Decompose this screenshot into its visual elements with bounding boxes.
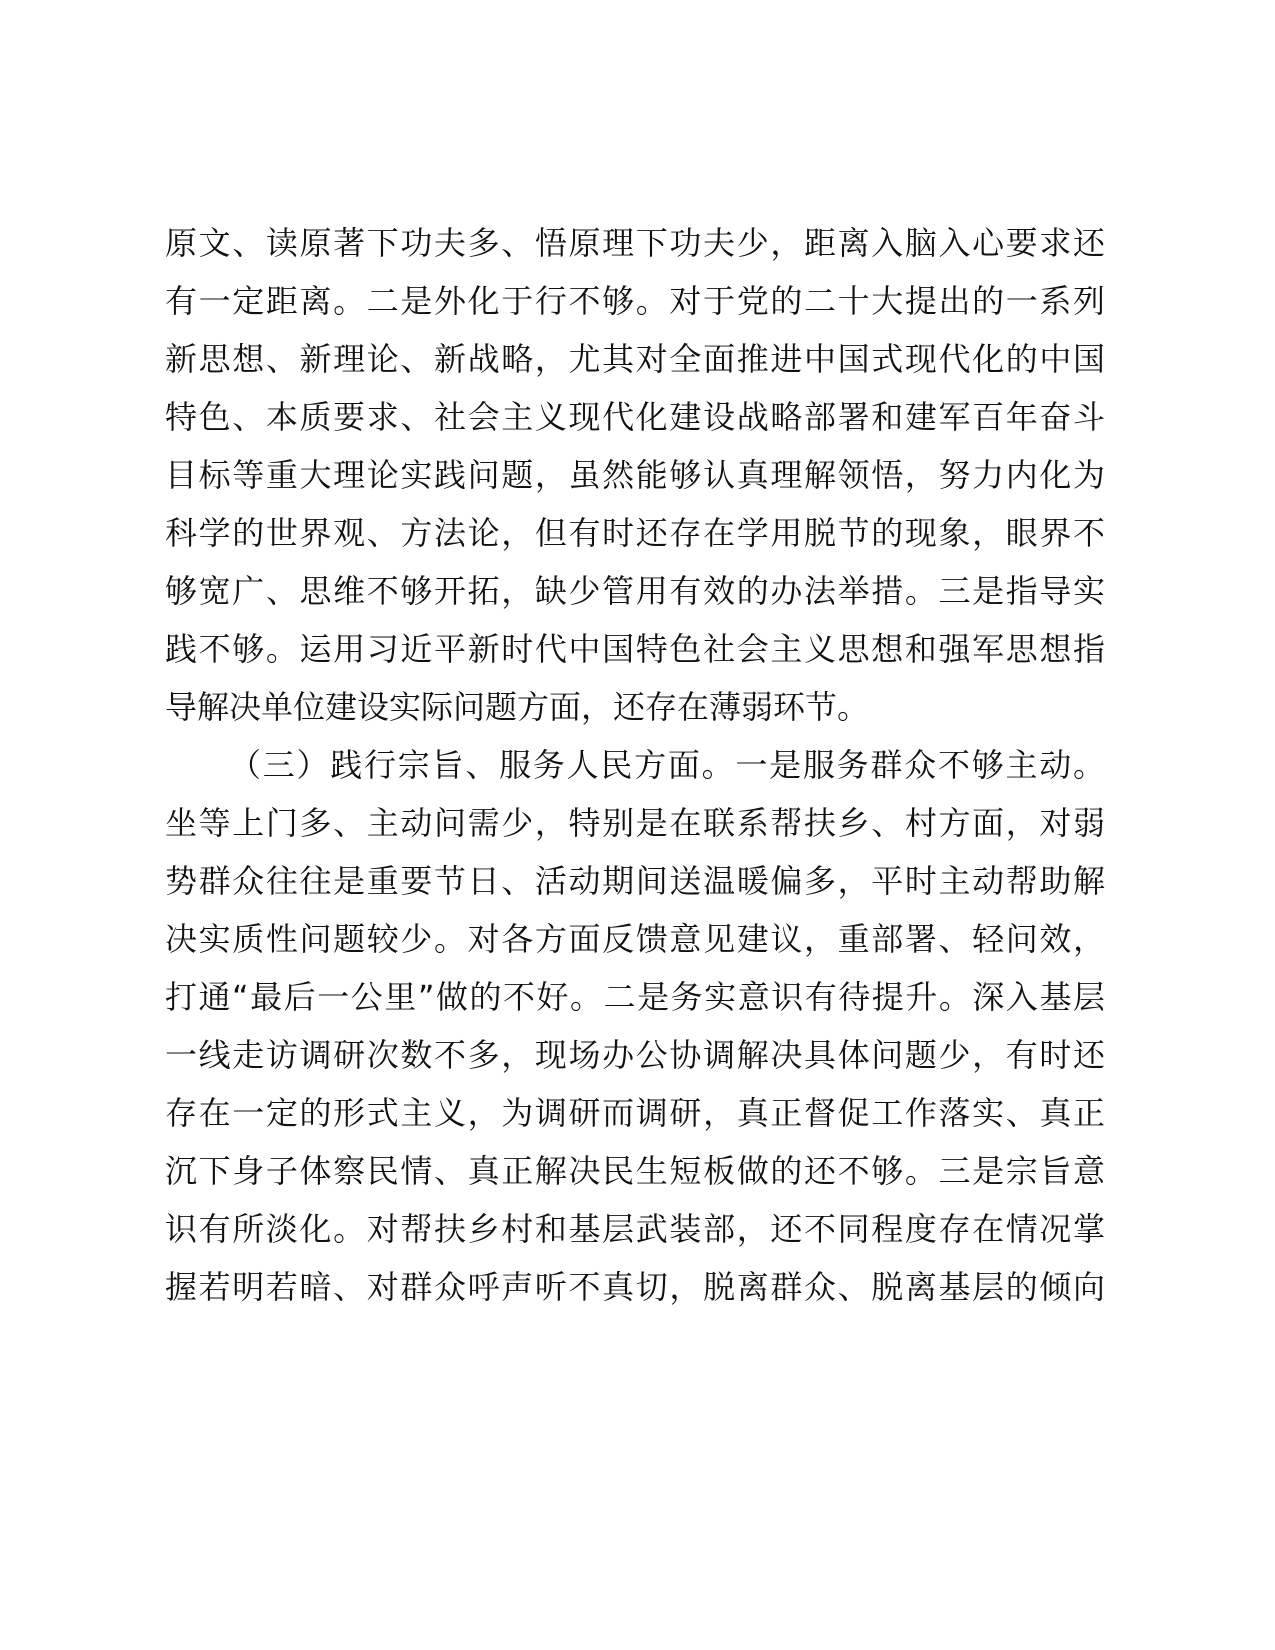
text-line: 导解决单位建设实际问题方面，还存在薄弱环节。 bbox=[165, 688, 870, 726]
text-line: 势群众往往是重要节日、活动期间送温暖偏多，平时主动帮助解 bbox=[165, 862, 1105, 900]
text-line: 识有所淡化。对帮扶乡村和基层武装部，还不同程度存在情况掌 bbox=[165, 1210, 1105, 1248]
section-heading-line: （三）践行宗旨、服务人民方面。一是服务群众不够主动。 bbox=[229, 746, 1105, 784]
text-line: 践不够。运用习近平新时代中国特色社会主义思想和强军思想指 bbox=[165, 630, 1105, 668]
text-line: 特色、本质要求、社会主义现代化建设战略部署和建军百年奋斗 bbox=[165, 398, 1105, 436]
text-line: 一线走访调研次数不多，现场办公协调解决具体问题少，有时还 bbox=[165, 1036, 1105, 1074]
text-line: 沉下身子体察民情、真正解决民生短板做的还不够。三是宗旨意 bbox=[165, 1152, 1105, 1190]
text-line: 有一定距离。二是外化于行不够。对于党的二十大提出的一系列 bbox=[165, 282, 1105, 320]
text-line: 原文、读原著下功夫多、悟原理下功夫少，距离入脑入心要求还 bbox=[165, 224, 1105, 262]
text-line: 握若明若暗、对群众呼声听不真切，脱离群众、脱离基层的倾向 bbox=[165, 1268, 1105, 1306]
document-body bbox=[165, 214, 1105, 1316]
text-line: 坐等上门多、主动问需少，特别是在联系帮扶乡、村方面，对弱 bbox=[165, 804, 1105, 842]
text-line: 存在一定的形式主义，为调研而调研，真正督促工作落实、真正 bbox=[165, 1094, 1105, 1132]
text-line: 目标等重大理论实践问题，虽然能够认真理解领悟，努力内化为 bbox=[165, 456, 1105, 494]
text-line: 打通“最后一公里”做的不好。二是务实意识有待提升。深入基层 bbox=[165, 978, 1105, 1016]
text-line: 够宽广、思维不够开拓，缺少管用有效的办法举措。三是指导实 bbox=[165, 572, 1105, 610]
text-line: 新思想、新理论、新战略，尤其对全面推进中国式现代化的中国 bbox=[165, 340, 1105, 378]
text-line: 科学的世界观、方法论，但有时还存在学用脱节的现象，眼界不 bbox=[165, 514, 1105, 552]
text-line: 决实质性问题较少。对各方面反馈意见建议，重部署、轻问效， bbox=[165, 920, 1105, 958]
